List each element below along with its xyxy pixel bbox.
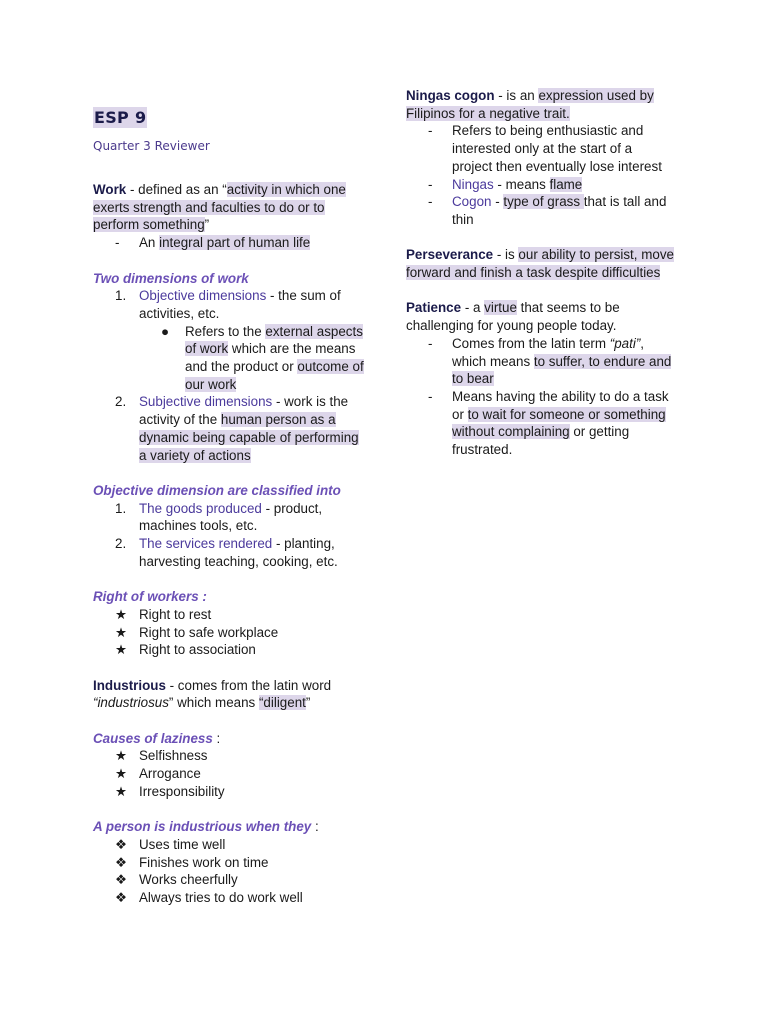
perseverance-definition: Perseverance - is our ability to persist, move forward and finish a task despite difficulties <box>406 247 674 281</box>
section-heading-laziness: Causes of laziness : <box>93 730 221 746</box>
list-item: ❖ Finishes work on time <box>115 854 269 870</box>
highlight: activity in which one exerts strength and faculties to do or to perform something <box>93 182 346 233</box>
industrious-definition: Industrious - comes from the latin word “industriosus” which means “diligent” <box>93 677 332 711</box>
list-item: ★ Right to safe workplace <box>115 624 279 640</box>
highlight: human person as a dynamic being capable of performing a variety of actions <box>139 412 359 463</box>
highlight: to wait for someone or something without complaining <box>452 406 666 440</box>
term-link: Cogon <box>452 194 492 210</box>
dash-bullet: - <box>428 388 433 404</box>
bullet-icon: ● <box>161 323 170 339</box>
page-title: ESP 9 <box>94 108 147 127</box>
star-icon: ★ <box>115 624 128 640</box>
diamond-bullet-icon: ❖ <box>115 854 128 870</box>
dash-bullet: - <box>428 335 433 351</box>
list-item: ★ Right to rest <box>115 606 212 622</box>
number-marker: 2. <box>115 394 127 410</box>
work-definition: Work - defined as an “activity in which one exerts strength and faculties to do or to perform something” <box>93 182 346 233</box>
term-patience: Patience <box>406 300 462 316</box>
patience-definition: Patience - a virtue that seems to be challenging for young people today. <box>406 300 620 334</box>
number-marker: 1. <box>115 288 127 304</box>
section-heading-industrious-when: A person is industrious when they : <box>93 819 319 835</box>
section-heading: Objective dimension are classified into <box>93 482 341 498</box>
list-item: - Means having the ability to do a task or to wait for someone or something without complaining or getting frustrated. <box>428 388 669 458</box>
highlight: outcome of our work <box>185 359 364 392</box>
list-item: ★ Selfishness <box>115 748 208 764</box>
section-heading: Right of workers : <box>93 589 207 605</box>
list-item: ★ Right to association <box>115 642 256 658</box>
dash-bullet: - <box>428 176 433 192</box>
list-item: ❖ Always tries to do work well <box>115 890 303 906</box>
term-link: The goods produced <box>139 500 262 516</box>
highlight: expression used by Filipinos for a negative trait. <box>406 88 654 121</box>
term-ningas-cogon: Ningas cogon <box>406 88 495 103</box>
list-item: ★ Arrogance <box>115 766 201 782</box>
term-link: Ningas <box>452 176 494 192</box>
list-item: ❖ Uses time well <box>115 836 226 852</box>
list-item: 1. The goods produced - product, machines tools, etc. <box>115 500 323 534</box>
highlight: external aspects of work <box>185 323 363 357</box>
term-link: Subjective dimensions <box>139 394 273 410</box>
dash-bullet: - <box>428 194 433 210</box>
number-marker: 2. <box>115 536 127 552</box>
term-perseverance: Perseverance <box>406 247 494 263</box>
highlight: our ability to persist, move forward and finish a task despite difficulties <box>406 247 674 281</box>
ningas-definition: Ningas cogon - is an expression used by Filipinos for a negative trait. <box>406 88 654 121</box>
star-icon: ★ <box>115 748 128 764</box>
list-subitem: ● Refers to the external aspects of work which are the means and the product or outcome of our work <box>161 323 364 392</box>
highlight: virtue <box>484 300 517 316</box>
term-link: Objective dimensions <box>139 288 267 304</box>
diamond-bullet-icon: ❖ <box>115 872 128 888</box>
section-heading: Two dimensions of work <box>93 270 249 286</box>
list-item: - Comes from the latin term “pati”, which means to suffer, to endure and to bear <box>428 335 672 387</box>
number-marker: 1. <box>115 500 127 516</box>
star-icon: ★ <box>115 783 128 799</box>
section-ningas <box>406 87 676 459</box>
term-industrious: Industrious <box>93 677 166 693</box>
dash-bullet: - <box>428 123 433 139</box>
star-icon: ★ <box>115 642 128 658</box>
diamond-bullet-icon: ❖ <box>115 836 128 852</box>
page-subtitle: Quarter 3 Reviewer <box>93 139 210 153</box>
document-header <box>93 107 368 128</box>
highlight: integral part of human life <box>159 235 311 251</box>
list-item: 2. Subjective dimensions - work is the activity of the human person as a dynamic being capable of performing a variety of actions <box>115 394 359 463</box>
list-item: - Cogon - type of grass that is tall and thin <box>428 194 667 227</box>
list-item: 2. The services rendered - planting, harvesting teaching, cooking, etc. <box>115 536 338 569</box>
term-link: The services rendered <box>139 536 273 552</box>
highlight: type of grass <box>503 194 584 210</box>
highlight: to suffer, to endure and to bear <box>452 353 672 387</box>
list-item: - Refers to being enthusiastic and interested only at the start of a project then eventually lose interest <box>428 123 662 174</box>
list-item: ★ Irresponsibility <box>115 783 225 799</box>
list-item: ❖ Works cheerfully <box>115 872 238 888</box>
term-work: Work <box>93 182 127 197</box>
star-icon: ★ <box>115 766 128 782</box>
list-item: - Ningas - means flame <box>428 176 583 192</box>
star-icon: ★ <box>115 606 128 622</box>
diamond-bullet-icon: ❖ <box>115 890 128 906</box>
highlight: flame <box>549 176 583 192</box>
highlight: “diligent <box>258 695 306 711</box>
list-item: 1. Objective dimensions - the sum of activities, etc. <box>115 288 341 321</box>
list-item: - An integral part of human life <box>115 235 311 251</box>
dash-bullet: - <box>115 235 120 251</box>
section-work <box>93 181 368 907</box>
